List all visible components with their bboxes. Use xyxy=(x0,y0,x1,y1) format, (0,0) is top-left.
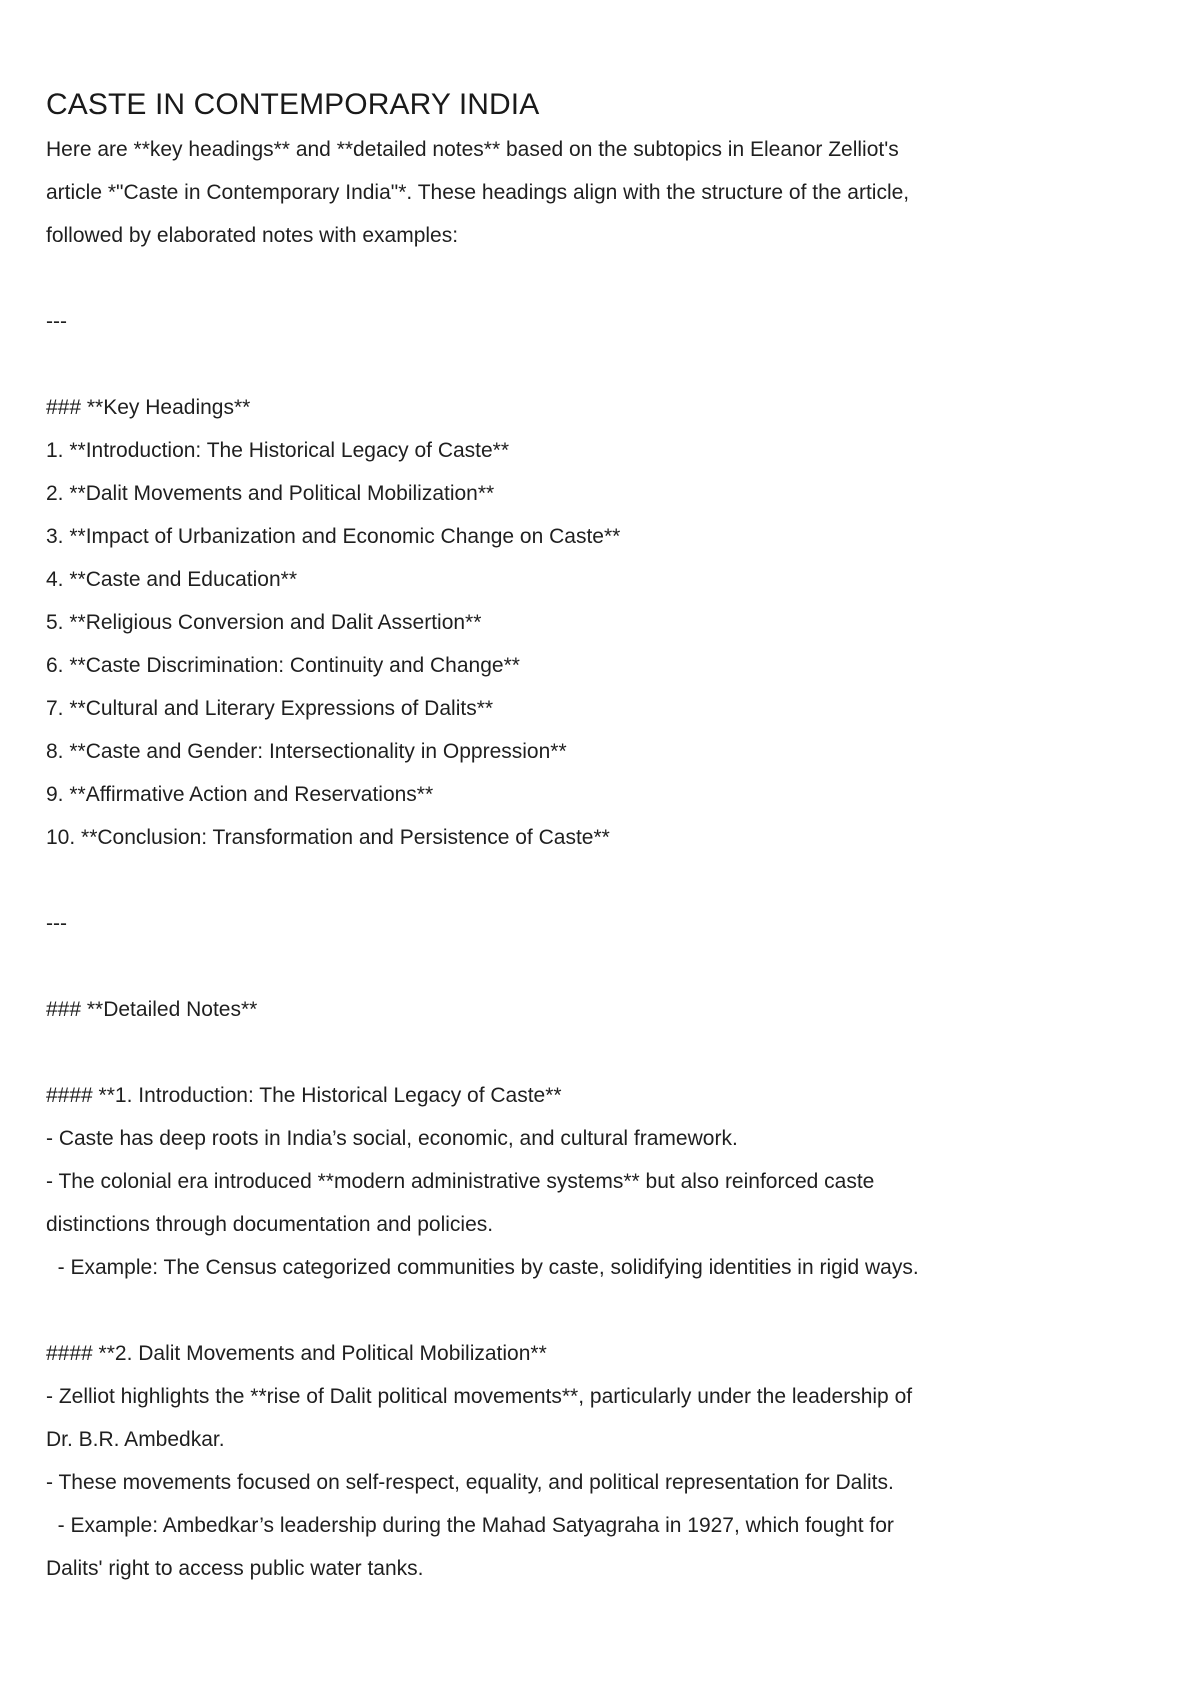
section-2-line: - Example: Ambedkar’s leadership during the Mahad Satyagraha in 1927, which fought for xyxy=(46,1514,894,1537)
intro-line: Here are **key headings** and **detailed notes** based on the subtopics in Eleanor Zelliot's xyxy=(46,138,899,161)
blank-line xyxy=(46,945,1166,988)
intro-line: followed by elaborated notes with examples: xyxy=(46,224,459,247)
separator: --- xyxy=(46,310,67,333)
key-heading-item: 5. **Religious Conversion and Dalit Assertion** xyxy=(46,611,482,634)
blank-line xyxy=(46,257,1166,300)
key-heading-item: 1. **Introduction: The Historical Legacy of Caste** xyxy=(46,439,510,462)
section-2-heading: #### **2. Dalit Movements and Political Mobilization** xyxy=(46,1342,547,1365)
section-2-line: - These movements focused on self-respect, equality, and political representation for Dalits. xyxy=(46,1471,894,1494)
key-heading-item: 9. **Affirmative Action and Reservations** xyxy=(46,783,434,806)
section-1-line: - The colonial era introduced **modern administrative systems** but also reinforced caste xyxy=(46,1170,875,1193)
key-heading-item: 8. **Caste and Gender: Intersectionality in Oppression** xyxy=(46,740,567,763)
key-heading-item: 2. **Dalit Movements and Political Mobilization** xyxy=(46,482,495,505)
section-2-line: Dr. B.R. Ambedkar. xyxy=(46,1428,225,1451)
blank-line xyxy=(46,1289,1166,1332)
key-heading-item: 7. **Cultural and Literary Expressions of Dalits** xyxy=(46,697,494,720)
detailed-notes-title: ### **Detailed Notes** xyxy=(46,998,258,1021)
key-headings-title: ### **Key Headings** xyxy=(46,396,251,419)
key-heading-item: 10. **Conclusion: Transformation and Persistence of Caste** xyxy=(46,826,610,849)
section-1-line: distinctions through documentation and policies. xyxy=(46,1213,494,1236)
blank-line xyxy=(46,859,1166,902)
section-1-line: - Caste has deep roots in India’s social, economic, and cultural framework. xyxy=(46,1127,738,1150)
blank-line xyxy=(46,343,1166,386)
document-page xyxy=(46,82,1166,1590)
intro-line: article *"Caste in Contemporary India"*. These headings align with the structure of the article, xyxy=(46,181,910,204)
page-title: CASTE IN CONTEMPORARY INDIA xyxy=(46,88,540,121)
key-heading-item: 4. **Caste and Education** xyxy=(46,568,298,591)
section-2-line: - Zelliot highlights the **rise of Dalit political movements**, particularly under the leadership of xyxy=(46,1385,913,1408)
separator: --- xyxy=(46,912,67,935)
section-1-line: - Example: The Census categorized communities by caste, solidifying identities in rigid ways. xyxy=(46,1256,919,1279)
section-1-heading: #### **1. Introduction: The Historical Legacy of Caste** xyxy=(46,1084,562,1107)
key-heading-item: 3. **Impact of Urbanization and Economic Change on Caste** xyxy=(46,525,621,548)
blank-line xyxy=(46,1031,1166,1074)
key-heading-item: 6. **Caste Discrimination: Continuity and Change** xyxy=(46,654,520,677)
section-2-line: Dalits' right to access public water tanks. xyxy=(46,1557,424,1580)
